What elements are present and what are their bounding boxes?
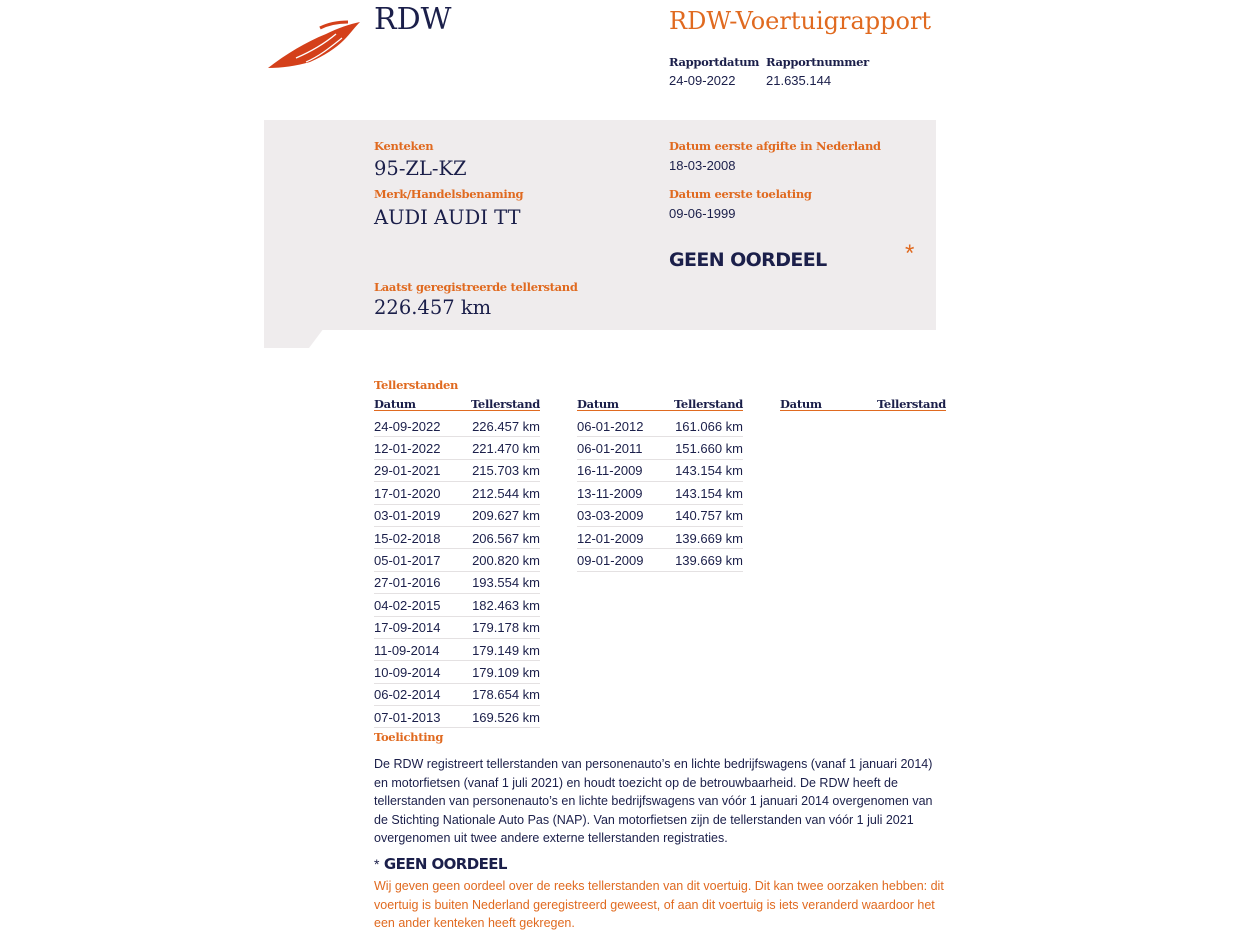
table-row <box>374 706 540 728</box>
table-row <box>577 460 743 482</box>
table-row <box>577 482 743 504</box>
row-reading: 226.457 km <box>472 418 540 434</box>
report-number-label: Rapportnummer <box>766 55 869 69</box>
column-header <box>577 397 743 411</box>
table-row <box>374 639 540 661</box>
last-odometer-value: 226.457 km <box>374 296 492 319</box>
table-row <box>374 437 540 459</box>
table-row <box>374 661 540 683</box>
verdict-star: * <box>905 240 915 267</box>
row-reading: 200.820 km <box>472 553 540 569</box>
row-date: 12-01-2009 <box>577 530 644 546</box>
row-reading: 221.470 km <box>472 441 540 457</box>
note-heading <box>374 855 507 874</box>
table-row <box>577 549 743 571</box>
odometer-rows <box>374 415 540 728</box>
logo-text: RDW <box>374 2 452 37</box>
note-star: * <box>374 856 380 872</box>
row-date: 06-02-2014 <box>374 687 441 703</box>
row-date: 17-01-2020 <box>374 485 441 501</box>
table-row <box>577 505 743 527</box>
make-value: AUDI AUDI TT <box>374 206 521 229</box>
col-date-header: Datum <box>780 397 822 411</box>
row-reading: 143.154 km <box>675 463 743 479</box>
row-reading: 215.703 km <box>472 463 540 479</box>
row-reading: 206.567 km <box>472 530 540 546</box>
odometer-column-2 <box>577 397 743 572</box>
col-reading-header: Tellerstand <box>470 397 540 411</box>
col-reading-header: Tellerstand <box>673 397 743 411</box>
table-row <box>374 415 540 437</box>
row-date: 11-09-2014 <box>374 642 440 658</box>
odometer-rows <box>577 415 743 572</box>
note-text: Wij geven geen oordeel over de reeks tellerstanden van dit voertuig. Dit kan twee oorzaken hebben: dit voertuig is buiten Nederland geregistreerd geweest, of aan dit voertuig is iets veranderd waardoor het een ander kenteken heeft gekregen. <box>374 879 944 931</box>
col-date-header: Datum <box>577 397 619 411</box>
row-reading: 179.149 km <box>472 642 540 658</box>
row-date: 03-03-2009 <box>577 508 644 524</box>
table-row <box>374 549 540 571</box>
row-reading: 161.066 km <box>675 418 743 434</box>
row-date: 06-01-2011 <box>577 441 643 457</box>
row-reading: 179.109 km <box>472 664 540 680</box>
row-reading: 169.526 km <box>472 709 540 725</box>
report-date-label: Rapportdatum <box>669 55 760 69</box>
row-date: 27-01-2016 <box>374 575 441 591</box>
row-reading: 209.627 km <box>472 508 540 524</box>
row-date: 04-02-2015 <box>374 597 441 613</box>
row-reading: 193.554 km <box>472 575 540 591</box>
first-nl-label: Datum eerste afgifte in Nederland <box>669 139 881 153</box>
note-title: GEEN OORDEEL <box>383 855 507 873</box>
row-date: 24-09-2022 <box>374 418 441 434</box>
plate-value: 95-ZL-KZ <box>374 157 467 180</box>
table-row <box>374 617 540 639</box>
table-row <box>374 684 540 706</box>
row-date: 17-09-2014 <box>374 620 441 636</box>
rdw-logo-icon <box>266 18 362 70</box>
first-nl-value: 18-03-2008 <box>669 158 736 173</box>
first-admission-label: Datum eerste toelating <box>669 187 812 201</box>
row-date: 10-09-2014 <box>374 664 441 680</box>
row-reading: 139.669 km <box>675 530 743 546</box>
row-reading: 179.178 km <box>472 620 540 636</box>
row-date: 15-02-2018 <box>374 530 441 546</box>
table-row <box>577 437 743 459</box>
row-reading: 178.654 km <box>472 687 540 703</box>
row-date: 12-01-2022 <box>374 441 441 457</box>
row-reading: 151.660 km <box>675 441 743 457</box>
row-reading: 140.757 km <box>675 508 743 524</box>
row-date: 29-01-2021 <box>374 463 441 479</box>
table-row <box>374 505 540 527</box>
explanation-title: Toelichting <box>374 730 444 744</box>
report-date: 24-09-2022 <box>669 73 736 88</box>
table-row <box>374 482 540 504</box>
row-date: 06-01-2012 <box>577 418 644 434</box>
column-header <box>374 397 540 411</box>
col-reading-header: Tellerstand <box>876 397 946 411</box>
table-row <box>374 460 540 482</box>
table-row <box>374 594 540 616</box>
last-odometer-label: Laatst geregistreerde tellerstand <box>374 280 578 294</box>
row-reading: 143.154 km <box>675 485 743 501</box>
row-date: 05-01-2017 <box>374 553 441 569</box>
col-date-header: Datum <box>374 397 416 411</box>
row-reading: 139.669 km <box>675 553 743 569</box>
row-reading: 182.463 km <box>472 597 540 613</box>
odometer-section-title: Tellerstanden <box>374 378 459 392</box>
verdict: GEEN OORDEEL <box>669 249 827 271</box>
report-title: RDW-Voertuigrapport <box>669 7 932 35</box>
odometer-column-1 <box>374 397 540 728</box>
row-date: 16-11-2009 <box>577 463 643 479</box>
row-date: 09-01-2009 <box>577 553 644 569</box>
table-row <box>577 415 743 437</box>
first-admission-value: 09-06-1999 <box>669 206 736 221</box>
table-row <box>374 572 540 594</box>
row-date: 03-01-2019 <box>374 508 441 524</box>
panel-tab <box>264 328 324 348</box>
table-row <box>374 527 540 549</box>
row-date: 13-11-2009 <box>577 485 643 501</box>
make-label: Merk/Handelsbenaming <box>374 187 524 201</box>
plate-label: Kenteken <box>374 139 434 153</box>
row-reading: 212.544 km <box>472 485 540 501</box>
column-header <box>780 397 946 411</box>
explanation-text: De RDW registreert tellerstanden van personenauto’s en lichte bedrijfswagens (vanaf 1 januari 2014) en motorfietsen (vanaf 1 juli 2021) en houdt toezicht op de betrouwbaarheid. De RDW heeft de tellerstanden van personenauto’s en lichte bedrijfswagens van vóór 1 januari 2014 overgenomen van de Stichting Nationale Auto Pas (NAP). Van motorfietsen zijn de tellerstanden van vóór 1 juli 2021 overgenomen uit twee andere externe tellerstanden registraties. <box>374 757 933 846</box>
report-number: 21.635.144 <box>766 73 832 88</box>
row-date: 07-01-2013 <box>374 709 441 725</box>
table-row <box>577 527 743 549</box>
odometer-column-3 <box>780 397 946 415</box>
